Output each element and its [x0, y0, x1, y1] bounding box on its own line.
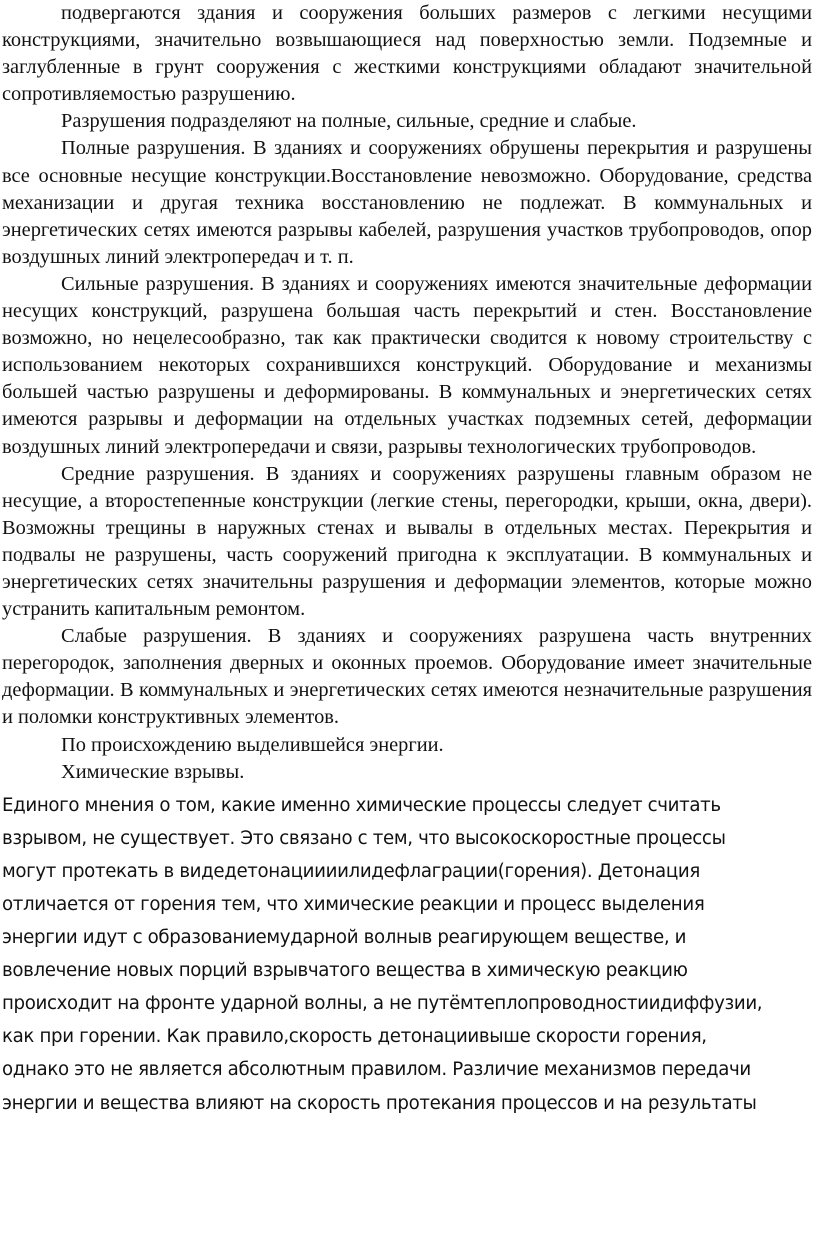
sans-line: энергии идут с образованиемударной волныв реагирующем веществе, и: [2, 927, 687, 949]
paragraph-energy-origin: По происхождению выделившейся энергии.: [61, 733, 444, 756]
paragraph-continuation-text: подвергаются здания и сооружения больших размеров с легкими несущими конструкциями, значительно возвышающиеся над поверхностью земли. Подземные и заглубленные в грунт сооружения с жесткими конструкциями обладают значительной сопротивляемостью разрушению.: [2, 2, 812, 106]
paragraph-weak-destruction: Слабые разрушения. В зданиях и сооружениях разрушена часть внутренних перегородок, заполнения дверных и оконных проемов. Оборудование имеет значительные деформации. В коммунальных и энергетических сетях имеются незначительные разрушения и поломки конструктивных элементов.: [2, 625, 812, 729]
paragraph-strong-destruction: Сильные разрушения. В зданиях и сооружениях имеются значительные деформации несущих конструкций, разрушена большая часть перекрытий и стен. Восстановление возможно, но нецелесообразно, так как практически сводится к новому строительству с использованием некоторых сохранившихся конструкций. Оборудование и механизмы большей частью разрушены и деформированы. В коммунальных и энергетических сетях имеются разрывы и деформации на отдельных участках подземных сетей, деформации воздушных линий электропередачи и связи, разрывы технологических трубопроводов.: [2, 272, 812, 458]
sans-line: вовлечение новых порций взрывчатого вещества в химическую реакцию: [2, 960, 688, 982]
sans-text-block: [2, 789, 812, 1120]
paragraph-destruction-types: Разрушения подразделяют на полные, сильные, средние и слабые.: [61, 110, 637, 133]
paragraph-continuation: [2, 0, 812, 108]
paragraph-medium-destruction: Средние разрушения. В зданиях и сооружениях разрушены главным образом не несущие, а второстепенные конструкции (легкие стены, перегородки, крыши, окна, двери). Возможны трещины в наружных стенах и вывалы в отдельных местах. Перекрытия и подвалы не разрушены, часть сооружений пригодна к эксплуатации. В коммунальных и энергетических сетях значительны разрушения и деформации элементов, которые можно устранить капитальным ремонтом.: [2, 462, 812, 621]
sans-line: как при горении. Как правило,скорость детонациивыше скорости горения,: [2, 1026, 707, 1048]
sans-line: Единого мнения о том, какие именно химические процессы следует считать: [2, 794, 721, 816]
sans-line: взрывом, не существует. Это связано с тем, что высокоскоростные процессы: [2, 827, 726, 849]
sans-line: могут протекать в видедетонациииилидефлаграции(горения). Детонация: [2, 860, 700, 882]
sans-line: энергии и вещества влияют на скорость протекания процессов и на результаты: [2, 1092, 757, 1114]
paragraph-full-destruction: Полные разрушения. В зданиях и сооружениях обрушены перекрытия и разрушены все основные несущие конструкции.Восстановление невозможно. Оборудование, средства механизации и другая техника восстановлению не подлежат. В коммунальных и энергетических сетях имеются разрывы кабелей, разрушения участков трубопроводов, опор воздушных линий электропередач и т. п.: [2, 137, 812, 268]
paragraph-chemical-explosions-heading: Химические взрывы.: [61, 760, 245, 783]
sans-line: однако это не является абсолютным правилом. Различие механизмов передачи: [2, 1059, 751, 1081]
serif-text-block: [2, 0, 812, 786]
sans-line: происходит на фронте ударной волны, а не путёмтеплопроводностиидиффузии,: [2, 993, 763, 1015]
sans-line: отличается от горения тем, что химические реакции и процесс выделения: [2, 894, 705, 915]
